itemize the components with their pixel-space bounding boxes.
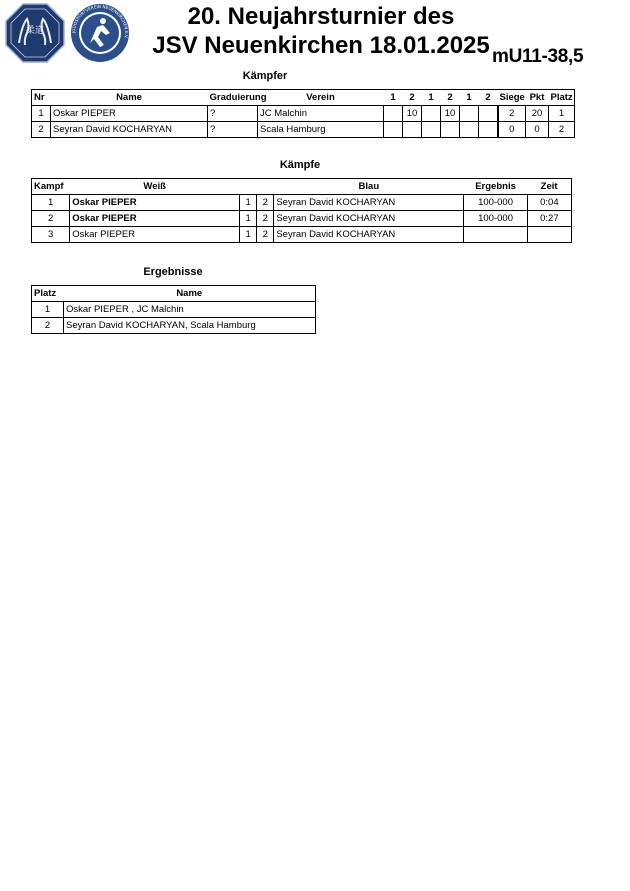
fighter-name: Seyran David KOCHARYAN xyxy=(51,122,208,138)
results-table xyxy=(31,285,316,334)
col-round-4: 2 xyxy=(441,90,460,106)
fighter-club: JC Malchin xyxy=(258,106,384,122)
fight-blue-name: Seyran David KOCHARYAN xyxy=(274,227,464,243)
fighter-grade: ? xyxy=(208,106,258,122)
fighter-grade: ? xyxy=(208,122,258,138)
col-place: Platz xyxy=(549,90,575,106)
fighter-nr: 2 xyxy=(32,122,51,138)
title-line-2: JSV Neuenkirchen 18.01.2025 xyxy=(152,32,490,59)
fight-result: 100-000 xyxy=(464,195,527,211)
results-header-row xyxy=(32,286,316,302)
fights-header-row xyxy=(32,179,572,195)
col-round-5: 1 xyxy=(460,90,479,106)
fight-time xyxy=(527,227,571,243)
col-round-2: 2 xyxy=(403,90,422,106)
col-nr: Nr xyxy=(32,90,51,106)
fighter-round-score xyxy=(479,122,498,138)
col-result-place: Platz xyxy=(32,286,64,302)
results-section-title: Ergebnisse xyxy=(143,266,203,278)
fight-time: 0:27 xyxy=(527,211,571,227)
fight-result: 100-000 xyxy=(464,211,527,227)
fighter-wins: 0 xyxy=(498,122,526,138)
fight-number: 2 xyxy=(32,211,70,227)
fighter-name: Oskar PIEPER xyxy=(51,106,208,122)
table-row xyxy=(32,318,316,334)
fight-white-nr: 1 xyxy=(240,227,257,243)
fighters-table xyxy=(31,89,575,138)
col-white: Weiß xyxy=(70,179,240,195)
fight-blue-name: Seyran David KOCHARYAN xyxy=(274,211,464,227)
col-result: Ergebnis xyxy=(464,179,527,195)
fighters-header-row xyxy=(32,90,575,106)
fighter-round-score xyxy=(441,122,460,138)
fights-section-title: Kämpfe xyxy=(279,159,321,171)
fighter-nr: 1 xyxy=(32,106,51,122)
table-row xyxy=(32,195,572,211)
fighters-section-title: Kämpfer xyxy=(242,70,288,82)
col-blue-nr xyxy=(257,179,274,195)
fighter-round-score: 10 xyxy=(403,106,422,122)
fight-white-name: Oskar PIEPER xyxy=(70,211,240,227)
col-fight: Kampf xyxy=(32,179,70,195)
fight-blue-nr: 2 xyxy=(257,211,274,227)
fight-number: 1 xyxy=(32,195,70,211)
result-place: 2 xyxy=(32,318,64,334)
result-place: 1 xyxy=(32,302,64,318)
fight-blue-name: Seyran David KOCHARYAN xyxy=(274,195,464,211)
col-result-name: Name xyxy=(64,286,316,302)
fighter-points: 20 xyxy=(526,106,549,122)
table-row xyxy=(32,122,575,138)
fight-white-name: Oskar PIEPER xyxy=(70,227,240,243)
result-name: Seyran David KOCHARYAN, Scala Hamburg xyxy=(64,318,316,334)
table-row xyxy=(32,302,316,318)
fight-time: 0:04 xyxy=(527,195,571,211)
fighter-round-score xyxy=(479,106,498,122)
fighter-place: 2 xyxy=(549,122,575,138)
club-logo-left xyxy=(5,3,65,63)
page-title xyxy=(118,2,524,60)
col-round-6: 2 xyxy=(479,90,498,106)
col-wins: Siege xyxy=(498,90,526,106)
fighter-club: Scala Hamburg xyxy=(258,122,384,138)
fight-result xyxy=(464,227,527,243)
result-name: Oskar PIEPER , JC Malchin xyxy=(64,302,316,318)
fights-table xyxy=(31,178,572,243)
fight-blue-nr: 2 xyxy=(257,195,274,211)
fight-white-name: Oskar PIEPER xyxy=(70,195,240,211)
fighter-round-score xyxy=(384,106,403,122)
col-points: Pkt xyxy=(526,90,549,106)
col-white-nr xyxy=(240,179,257,195)
fight-white-nr: 1 xyxy=(240,211,257,227)
fighter-round-score xyxy=(422,106,441,122)
col-round-1: 1 xyxy=(384,90,403,106)
fighter-round-score xyxy=(460,122,479,138)
col-time: Zeit xyxy=(527,179,571,195)
col-grade: Graduierung xyxy=(208,90,258,106)
col-round-3: 1 xyxy=(422,90,441,106)
weight-category: mU11-38,5 xyxy=(492,46,584,67)
title-line-1: 20. Neujahrsturnier des xyxy=(187,3,455,30)
logo-left-kanji: 柔道 xyxy=(25,26,45,36)
fighter-place: 1 xyxy=(549,106,575,122)
fighter-round-score xyxy=(422,122,441,138)
fight-blue-nr: 2 xyxy=(257,227,274,243)
logo-right-ring-text: JUDOSPORTVEREIN NEUENKIRCHEN E.V. xyxy=(70,3,130,40)
col-club: Verein xyxy=(258,90,384,106)
fight-white-nr: 1 xyxy=(240,195,257,211)
table-row xyxy=(32,227,572,243)
col-name: Name xyxy=(51,90,208,106)
fighter-points: 0 xyxy=(526,122,549,138)
table-row xyxy=(32,211,572,227)
fighter-round-score xyxy=(460,106,479,122)
fight-number: 3 xyxy=(32,227,70,243)
fighter-round-score xyxy=(384,122,403,138)
fighter-wins: 2 xyxy=(498,106,526,122)
col-blue: Blau xyxy=(274,179,464,195)
fighter-round-score xyxy=(403,122,422,138)
fighter-round-score: 10 xyxy=(441,106,460,122)
table-row xyxy=(32,106,575,122)
